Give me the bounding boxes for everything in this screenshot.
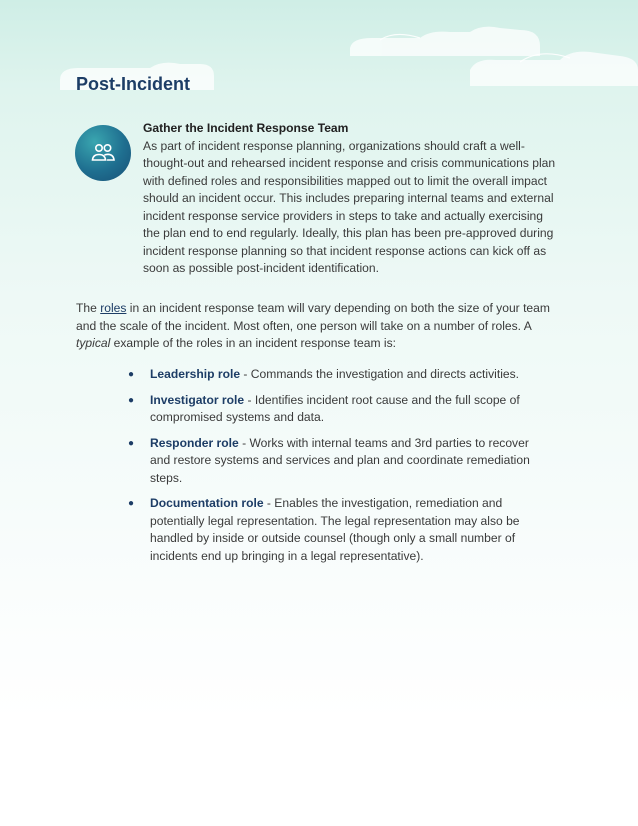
- typical-word: typical: [76, 336, 111, 350]
- bullet-icon: ●: [128, 394, 135, 406]
- intro-text-2: in an incident response team will vary depending on both the size of your team and the scale of the incident. Most often, one person will take on a number of roles. A: [76, 301, 550, 333]
- callout-title: Gather the Incident Response Team: [143, 121, 349, 135]
- callout-badge: [75, 125, 131, 181]
- bullet-icon: ●: [128, 437, 135, 449]
- role-description: - Identifies incident root cause and the full scope of compromised systems and data.: [150, 392, 520, 424]
- list-item: [128, 495, 548, 565]
- bullet-icon: ●: [128, 369, 135, 380]
- list-item: [128, 392, 548, 427]
- intro-text-3: example of the roles in an incident response team is:: [110, 336, 396, 350]
- role-name: Documentation role: [150, 496, 264, 510]
- role-description: - Commands the investigation and directs activities.: [240, 367, 520, 381]
- roles-list: [128, 366, 548, 573]
- intro-paragraph: [76, 300, 556, 353]
- role-name: Leadership role: [150, 367, 241, 381]
- intro-text-1: The: [76, 301, 101, 315]
- people-icon: [88, 138, 118, 168]
- role-description: - Enables the investigation, remediation and potentially legal representation. The legal representation may also be handled by inside or outside counsel (though only a small number of incidents end up bringing in a legal representative).: [150, 496, 520, 563]
- roles-link[interactable]: roles: [100, 301, 127, 315]
- bullet-icon: ●: [128, 498, 135, 509]
- decorative-clouds: [0, 0, 638, 120]
- role-name: Investigator role: [150, 392, 245, 407]
- list-item: [128, 366, 548, 384]
- role-name: Responder role: [150, 435, 239, 450]
- role-description: - Works with internal teams and 3rd parties to recover and restore systems and services and plan and coordinate remediation steps.: [150, 435, 530, 485]
- callout: [143, 120, 563, 278]
- page-title: Post-Incident: [76, 74, 191, 94]
- list-item: [128, 435, 548, 488]
- callout-body: As part of incident response planning, organizations should craft a well-thought-out and rehearsed incident response and crisis communications plan with defined roles and responsibilities mapped out to limit the overall impact should an incident occur. This includes preparing internal teams and external incident response service providers in steps to take and actually exercising the plan end to end regularly. Ideally, this plan has been pre-approved during incident response planning so that incident response actions can kick off as soon as possible post-incident identification.: [143, 138, 556, 275]
